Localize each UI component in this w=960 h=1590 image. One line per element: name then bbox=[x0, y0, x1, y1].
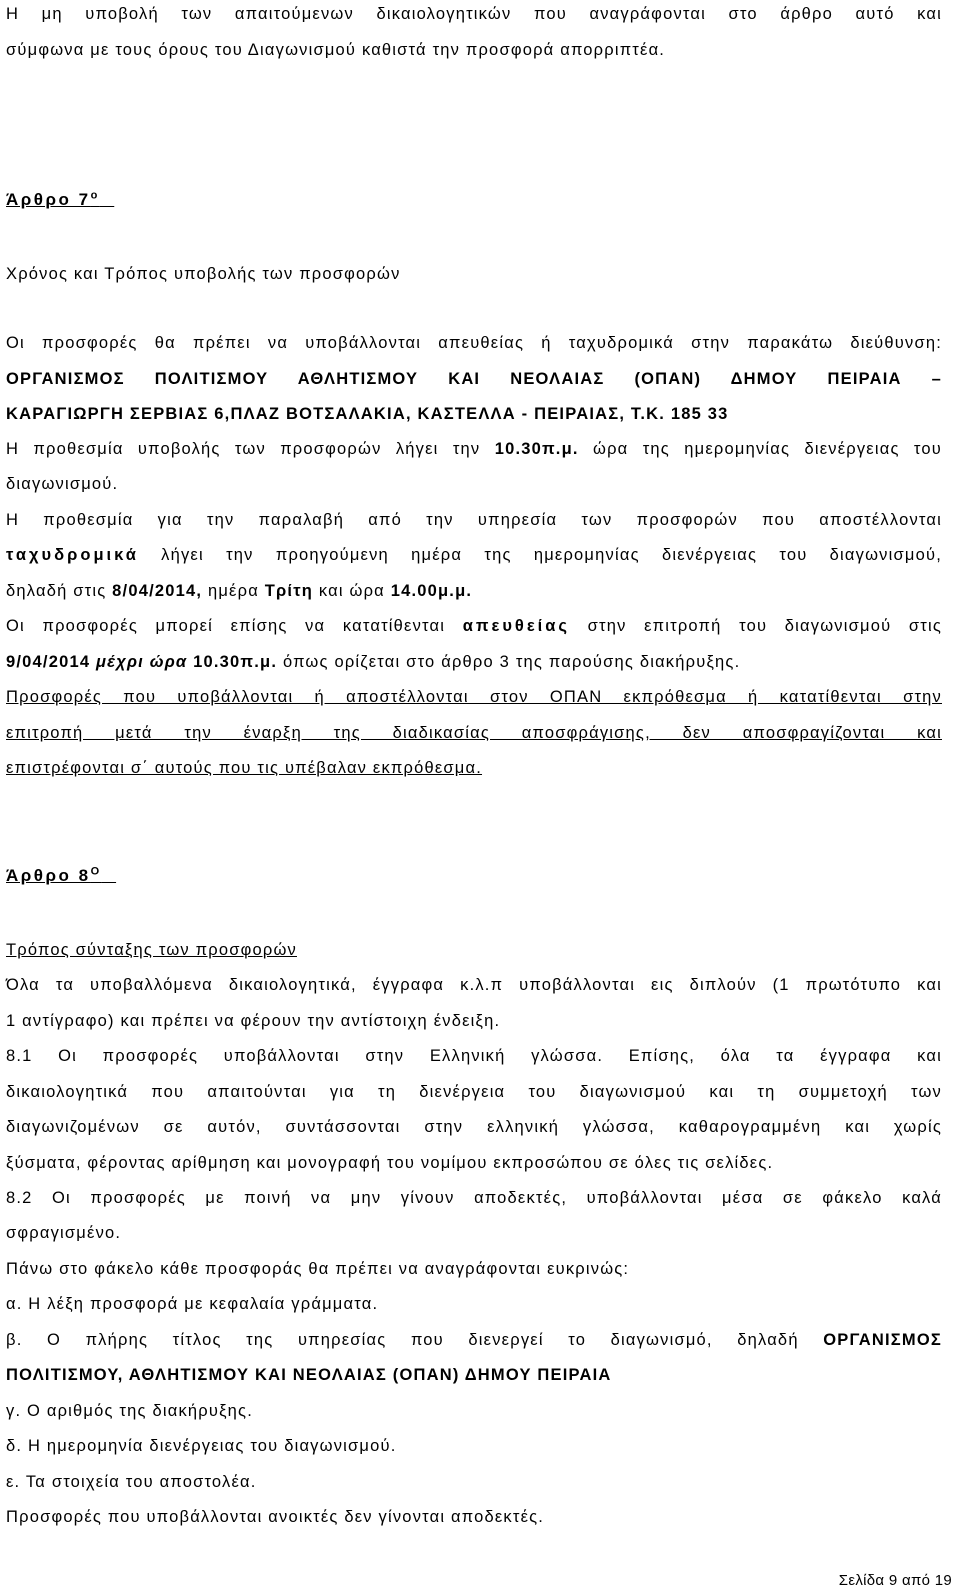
p81-line-1: 8.1 Οι προσφορές υποβάλλονται στην Ελληνική γλώσσα. Επίσης, όλα τα έγγραφα και bbox=[6, 1047, 942, 1065]
mail-day: Τρίτη bbox=[264, 582, 314, 600]
p82-line-2: σφραγισμένο. bbox=[6, 1224, 122, 1242]
page-number: Σελίδα 9 από 19 bbox=[838, 1572, 952, 1589]
envelope-item-c: γ. Ο αριθμός της διακήρυξης. bbox=[6, 1402, 253, 1420]
p82-line-1: 8.2 Οι προσφορές με ποινή να μην γίνουν αποδεκτές, υποβάλλονται μέσα σε φάκελο καλά bbox=[6, 1189, 942, 1207]
p1-line-1: Όλα τα υποβαλλόμενα δικαιολογητικά, έγγραφα κ.λ.π υποβάλλονται εις διπλούν (1 πρωτότυπο και bbox=[6, 976, 942, 994]
mail-text-a: δηλαδή στις bbox=[6, 582, 107, 600]
direct-line-2-rest: όπως ορίζεται στο άρθρο 3 της παρούσης διακήρυξης. bbox=[282, 653, 741, 671]
p81-line-3: διαγωνιζομένων σε αυτόν, συντάσσονται στην ελληνική γλώσσα, καθαρογραμμένη και χωρίς bbox=[6, 1118, 942, 1136]
article-7-title-text: Άρθρο 7 bbox=[6, 190, 91, 209]
article-7-subtitle: Χρόνος και Τρόπος υποβολής των προσφορών bbox=[6, 265, 401, 283]
envelope-item-e: ε. Τα στοιχεία του αποστολέα. bbox=[6, 1473, 257, 1491]
address-intro: Οι προσφορές θα πρέπει να υποβάλλονται απευθείας ή ταχυδρομικά στην παρακάτω διεύθυνση: bbox=[6, 334, 942, 352]
late-line-3: επιστρέφονται σ΄ αυτούς που τις υπέβαλαν εκπρόθεσμα. bbox=[6, 759, 483, 777]
article-8-subtitle: Τρόπος σύνταξης των προσφορών bbox=[6, 941, 297, 959]
envelope-intro: Πάνω στο φάκελο κάθε προσφοράς θα πρέπει να αναγράφονται ευκρινώς: bbox=[6, 1260, 630, 1278]
deadline-line bbox=[6, 439, 942, 459]
mail-bold-word: ταχυδρομικά bbox=[6, 546, 139, 564]
p81-line-2: δικαιολογητικά που απαιτούνται για τη διενέργεια του διαγωνισμού και τη συμμετοχή των bbox=[6, 1083, 942, 1101]
direct-bold-word: απευθείας bbox=[462, 617, 570, 635]
late-line-2: επιτροπή μετά την έναρξη της διαδικασίας αποσφράγισης, δεν αποσφραγίζονται και bbox=[6, 724, 942, 742]
article-8-title bbox=[6, 866, 942, 886]
deadline-text-a: Η προθεσμία υποβολής των προσφορών λήγει την bbox=[6, 440, 481, 458]
envelope-item-d: δ. Η ημερομηνία διενέργειας του διαγωνισμού. bbox=[6, 1437, 397, 1455]
item-b-bold-1: ΟΡΓΑΝΙΣΜΟΣ bbox=[823, 1331, 942, 1349]
mail-line-2 bbox=[6, 545, 942, 565]
direct-line-2 bbox=[6, 652, 942, 672]
address-line-1: ΟΡΓΑΝΙΣΜΟΣ ΠΟΛΙΤΙΣΜΟΥ ΑΘΛΗΤΙΣΜΟΥ ΚΑΙ ΝΕΟΛΑΙΑΣ (ΟΠΑΝ) ΔΗΜΟΥ ΠΕΙΡΑΙΑ – bbox=[6, 370, 942, 388]
mail-time: 14.00μ.μ. bbox=[390, 582, 473, 600]
direct-text-a: Οι προσφορές μπορεί επίσης να κατατίθενται bbox=[6, 617, 446, 635]
direct-time: 10.30π.μ. bbox=[193, 653, 278, 671]
mail-text-c: και ώρα bbox=[318, 582, 385, 600]
late-line-1: Προσφορές που υποβάλλονται ή αποστέλλονται στον ΟΠΑΝ εκπρόθεσμα ή κατατίθενται στην bbox=[6, 688, 942, 706]
article-7-title bbox=[6, 190, 942, 210]
address-line-2: ΚΑΡΑΓΙΩΡΓΗ ΣΕΡΒΙΑΣ 6,ΠΛΑΖ ΒΟΤΣΑΛΑΚΙΑ, ΚΑΣΤΕΛΛΑ - ΠΕΙΡΑΙΑΣ, Τ.Κ. 185 33 bbox=[6, 405, 729, 423]
item-b-text: β. Ο πλήρης τίτλος της υπηρεσίας που διενεργεί το διαγωνισμό, δηλαδή bbox=[6, 1331, 799, 1349]
mail-text-b: ημέρα bbox=[207, 582, 259, 600]
closing-line: Προσφορές που υποβάλλονται ανοικτές δεν γίνονται αποδεκτές. bbox=[6, 1508, 545, 1526]
deadline-line-2: διαγωνισμού. bbox=[6, 475, 119, 493]
article-7-title-sup: ο bbox=[90, 189, 100, 202]
envelope-item-a: α. Η λέξη προσφορά με κεφαλαία γράμματα. bbox=[6, 1295, 379, 1313]
mail-date: 8/04/2014, bbox=[112, 582, 203, 600]
direct-date: 9/04/2014 bbox=[6, 653, 91, 671]
mail-line-3 bbox=[6, 581, 942, 601]
intro-line-2: σύμφωνα με τους όρους του Διαγωνισμού καθιστά την προσφορά απορριπτέα. bbox=[6, 41, 666, 59]
p1-line-2: 1 αντίγραφο) και πρέπει να φέρουν την αντίστοιχη ένδειξη. bbox=[6, 1012, 501, 1030]
deadline-time: 10.30π.μ. bbox=[494, 440, 579, 458]
envelope-item-b bbox=[6, 1330, 942, 1350]
envelope-item-b-cont: ΠΟΛΙΤΙΣΜΟΥ, ΑΘΛΗΤΙΣΜΟΥ ΚΑΙ ΝΕΟΛΑΙΑΣ (ΟΠΑΝ) ΔΗΜΟΥ ΠΕΙΡΑΙΑ bbox=[6, 1366, 612, 1384]
article-8-title-sup: Ο bbox=[90, 865, 102, 878]
mail-line-1: Η προθεσμία για την παραλαβή από την υπηρεσία των προσφορών που αποστέλλονται bbox=[6, 511, 942, 529]
mail-line-2-rest: λήγει την προηγούμενη ημέρα της ημερομηνίας διενέργειας του διαγωνισμού, bbox=[161, 546, 942, 564]
direct-text-b: στην επιτροπή του διαγωνισμού στις bbox=[587, 617, 942, 635]
direct-until: μέχρι ώρα bbox=[96, 653, 188, 671]
direct-line-1 bbox=[6, 616, 942, 636]
p81-line-4: ξύσματα, φέροντας αρίθμηση και μονογραφή του νομίμου εκπροσώπου σε όλες τις σελίδες. bbox=[6, 1154, 774, 1172]
article-8-title-text: Άρθρο 8 bbox=[6, 866, 91, 885]
intro-line-1: Η μη υποβολή των απαιτούμενων δικαιολογητικών που αναγράφονται στο άρθρο αυτό και bbox=[6, 5, 942, 23]
deadline-text-b: ώρα της ημερομηνίας διενέργειας του bbox=[593, 440, 942, 458]
